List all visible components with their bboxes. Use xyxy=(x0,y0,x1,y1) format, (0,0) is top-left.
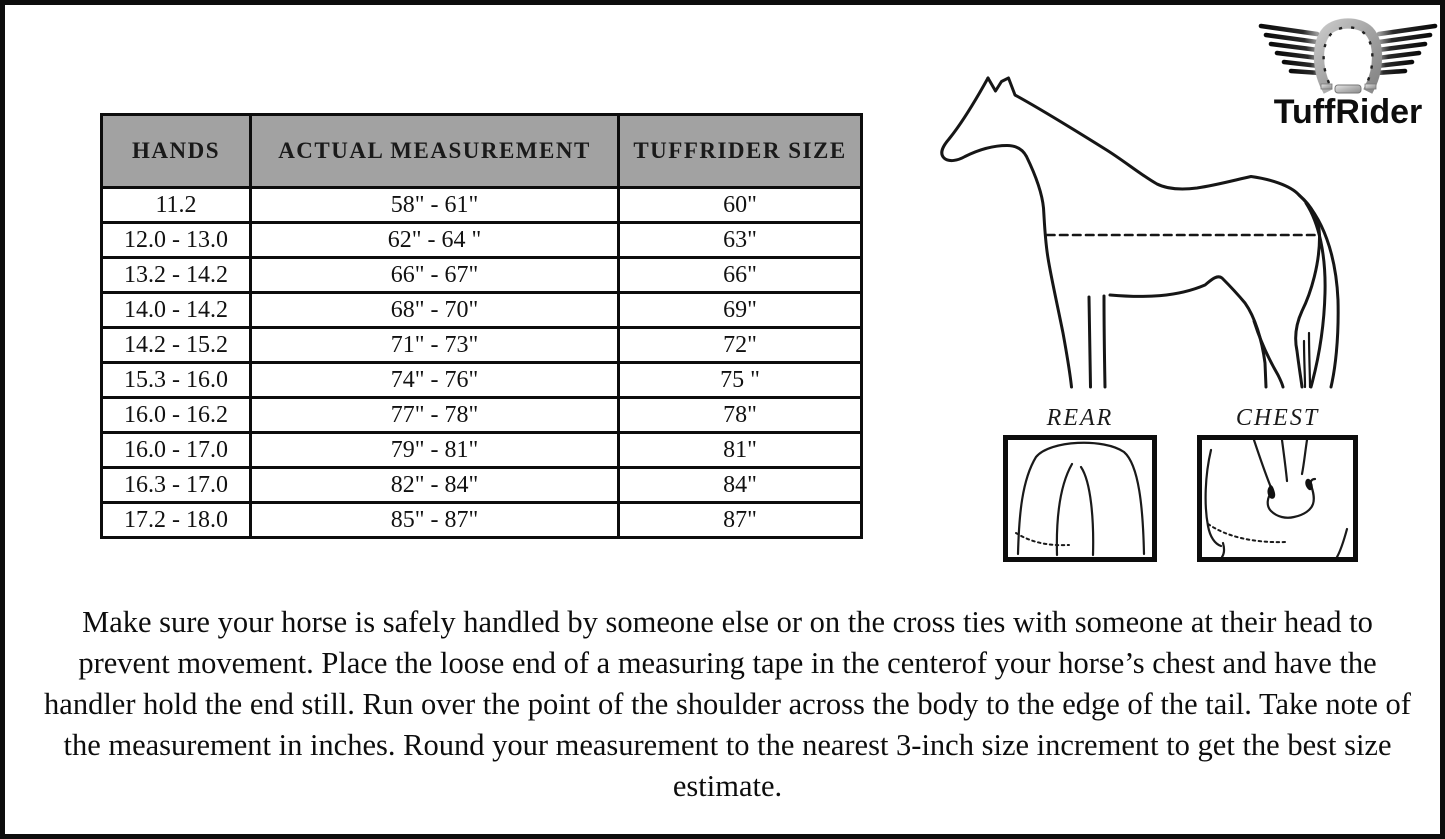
horse-belly-line xyxy=(1110,277,1266,387)
measurement-cell: 66" - 67" xyxy=(251,258,619,293)
chest-view-label: CHEST xyxy=(1235,405,1320,431)
horse-face-line xyxy=(942,78,1072,387)
size-cell: 69" xyxy=(619,293,862,328)
measurement-cell: 58" - 61" xyxy=(251,188,619,223)
brand-wordmark: TuffRider xyxy=(1273,93,1423,131)
horse-hind-leg xyxy=(1254,321,1283,387)
table-row xyxy=(102,363,862,398)
horse-front-leg xyxy=(1104,296,1105,387)
measurement-cell: 85" - 87" xyxy=(251,503,619,538)
chest-view-drawing xyxy=(1202,440,1353,557)
measurement-cell: 77" - 78" xyxy=(251,398,619,433)
table-row xyxy=(102,293,862,328)
size-cell: 63" xyxy=(619,223,862,258)
hands-cell: 16.3 - 17.0 xyxy=(102,468,251,503)
table-row xyxy=(102,188,862,223)
table-row xyxy=(102,258,862,293)
measuring-instructions: Make sure your horse is safely handled by someone else or on the cross ties with someone at their head to prevent movement. Place the loose end of a measuring tape in the centerof your horse’s chest and have the handler hold the end still. Run over the point of the shoulder across the body to the edge of the tail. Take note of the measurement in inches. Round your measurement to the nearest 3-inch size increment to get the best size estimate. xyxy=(44,605,1411,803)
size-cell: 78" xyxy=(619,398,862,433)
header-actual-measurement: ACTUAL MEASUREMENT xyxy=(251,115,619,188)
size-cell: 81" xyxy=(619,433,862,468)
table-row xyxy=(102,468,862,503)
hands-cell: 12.0 - 13.0 xyxy=(102,223,251,258)
horse-tail-strand xyxy=(1304,341,1305,387)
horse-front-leg xyxy=(1089,297,1091,387)
table-row xyxy=(102,433,862,468)
hands-cell: 17.2 - 18.0 xyxy=(102,503,251,538)
hands-cell: 11.2 xyxy=(102,188,251,223)
measurement-cell: 71" - 73" xyxy=(251,328,619,363)
horse-tail-strand xyxy=(1309,333,1310,387)
rear-view-box xyxy=(1003,435,1157,562)
hands-cell: 16.0 - 16.2 xyxy=(102,398,251,433)
table-row xyxy=(102,328,862,363)
size-table-body xyxy=(102,188,862,538)
rear-view-label: REAR xyxy=(1046,405,1114,431)
table-row xyxy=(102,503,862,538)
hands-cell: 16.0 - 17.0 xyxy=(102,433,251,468)
horse-outline-illustration xyxy=(905,45,1385,405)
hands-cell: 13.2 - 14.2 xyxy=(102,258,251,293)
size-cell: 87" xyxy=(619,503,862,538)
hands-cell: 14.0 - 14.2 xyxy=(102,293,251,328)
rear-view-drawing xyxy=(1008,440,1152,557)
measurement-cell: 79" - 81" xyxy=(251,433,619,468)
table-row xyxy=(102,223,862,258)
size-cell: 72" xyxy=(619,328,862,363)
measurement-cell: 82" - 84" xyxy=(251,468,619,503)
measurement-cell: 74" - 76" xyxy=(251,363,619,398)
size-cell: 75 " xyxy=(619,363,862,398)
size-chart-table xyxy=(100,113,863,539)
measurement-cell: 68" - 70" xyxy=(251,293,619,328)
header-hands: HANDS xyxy=(102,115,251,188)
chest-view-box xyxy=(1197,435,1358,562)
size-cell: 60" xyxy=(619,188,862,223)
table-header-row xyxy=(102,115,862,188)
hands-cell: 14.2 - 15.2 xyxy=(102,328,251,363)
size-cell: 66" xyxy=(619,258,862,293)
size-cell: 84" xyxy=(619,468,862,503)
measurement-cell: 62" - 64 " xyxy=(251,223,619,258)
hands-cell: 15.3 - 16.0 xyxy=(102,363,251,398)
header-tuffrider-size: TUFFRIDER SIZE xyxy=(619,115,862,188)
table-row xyxy=(102,398,862,433)
